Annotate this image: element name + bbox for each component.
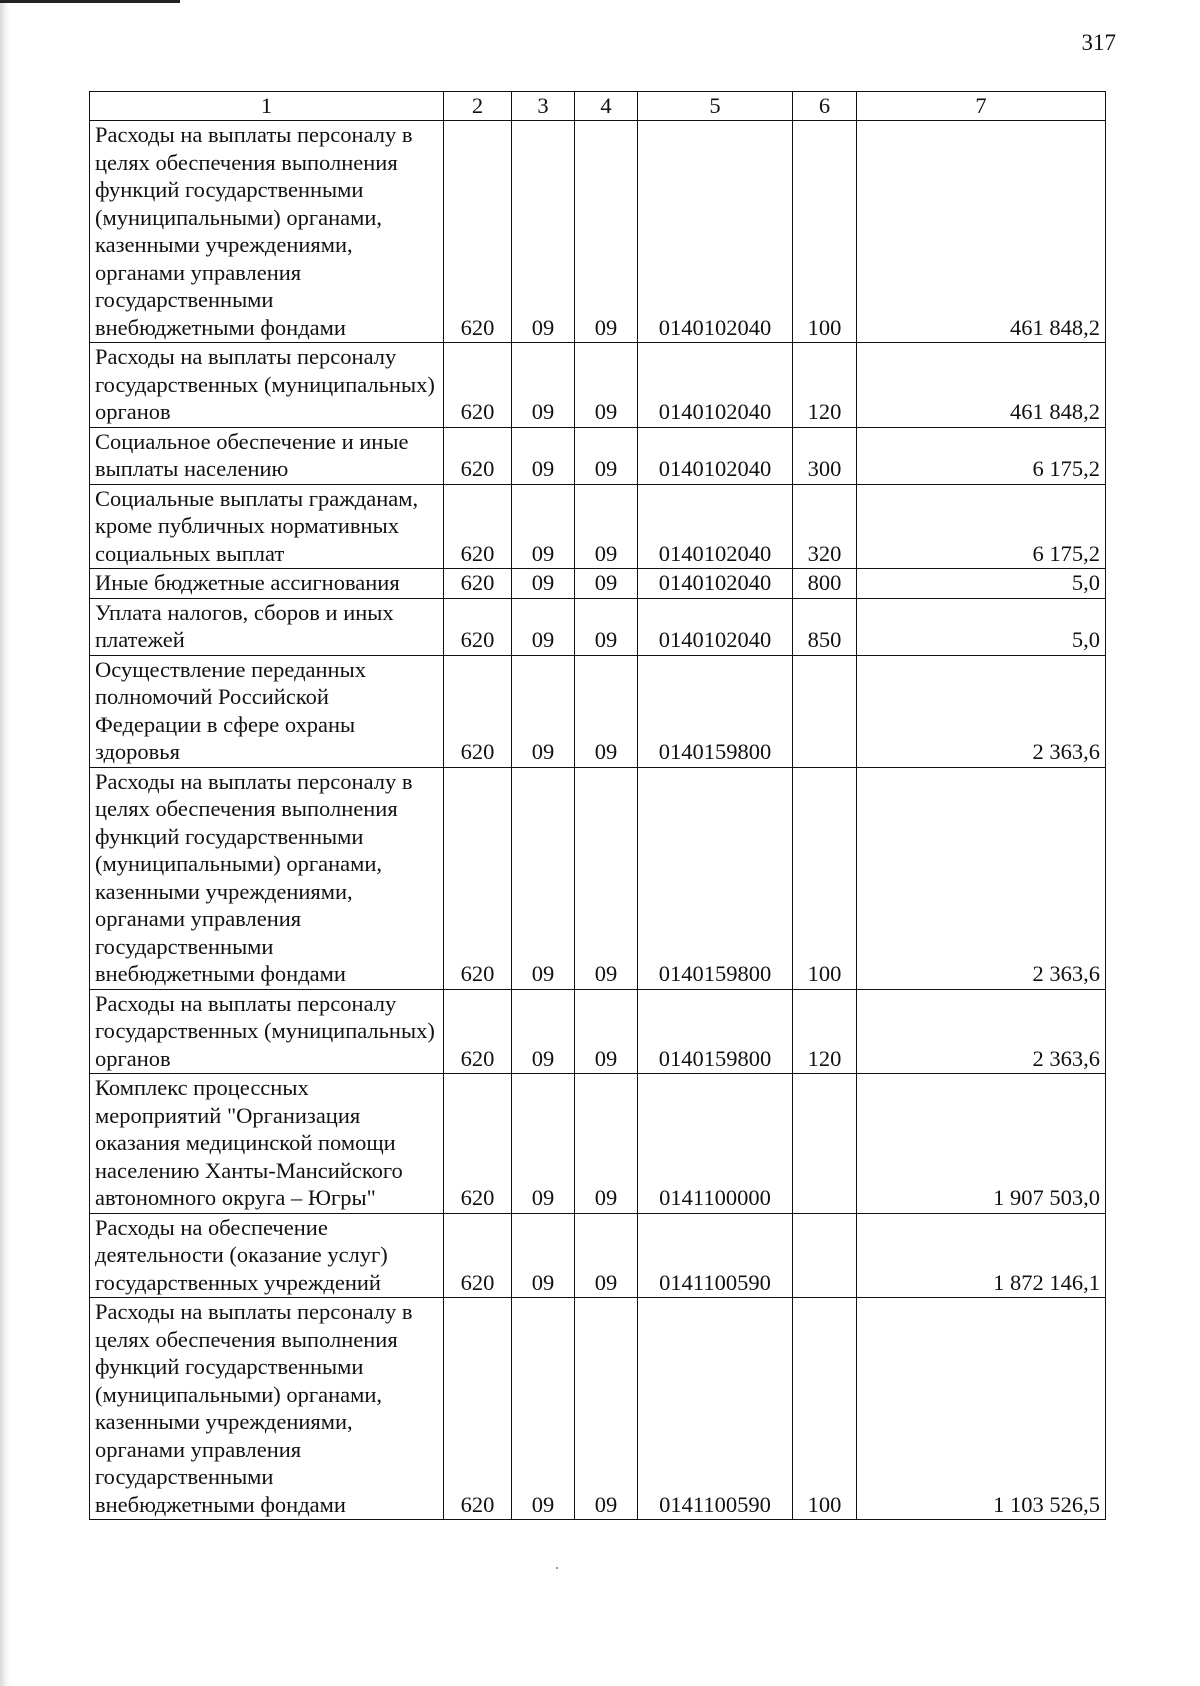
row-expense-type-code: 100 (793, 767, 857, 989)
page-number: 317 (1081, 30, 1116, 55)
row-subsection2-code: 09 (575, 1213, 638, 1298)
header-cell-6: 6 (793, 92, 857, 121)
row-target-article-code: 0141100590 (638, 1298, 793, 1520)
row-description-text: Расходы на выплаты персоналу в целях обеспечения выполнения функций государственными (муниципальными) органами, казенными учреждениями, органами управления государственными внебюджетными фондами (95, 122, 413, 340)
row-target-article-code: 0140102040 (638, 427, 793, 484)
row-amount: 1 907 503,0 (857, 1074, 1106, 1214)
row-description (90, 598, 444, 655)
row-subsection-code: 09 (512, 655, 575, 767)
row-description (90, 767, 444, 989)
row-subsection-code: 09 (512, 569, 575, 599)
table-row (90, 121, 1106, 343)
row-description-text: Расходы на обеспечение деятельности (оказание услуг) государственных учреждений (95, 1214, 388, 1295)
table-row (90, 655, 1106, 767)
row-description-text: Расходы на выплаты персоналу государственных (муниципальных) органов (95, 344, 435, 424)
row-section-code: 620 (444, 598, 512, 655)
row-description (90, 1074, 444, 1214)
row-description-text: Расходы на выплаты персоналу государственных (муниципальных) органов (95, 990, 435, 1071)
table-row (90, 1213, 1106, 1298)
row-expense-type-code: 100 (793, 121, 857, 343)
row-section-code: 620 (444, 569, 512, 599)
row-target-article-code: 0141100000 (638, 1074, 793, 1214)
row-amount: 6 175,2 (857, 484, 1106, 569)
row-section-code: 620 (444, 989, 512, 1074)
row-section-code: 620 (444, 1213, 512, 1298)
row-description-text: Комплекс процессных мероприятий "Организация оказания медицинской помощи населению Ханты-Мансийского автономного округа – Югры" (95, 1075, 403, 1210)
row-target-article-code: 0140102040 (638, 569, 793, 599)
row-expense-type-code: 100 (793, 1298, 857, 1520)
row-subsection-code: 09 (512, 598, 575, 655)
row-section-code: 620 (444, 121, 512, 343)
table-row (90, 598, 1106, 655)
row-description-text: Иные бюджетные ассигнования (95, 570, 400, 595)
row-description (90, 569, 444, 599)
row-section-code: 620 (444, 484, 512, 569)
row-subsection2-code: 09 (575, 655, 638, 767)
header-cell-2: 2 (444, 92, 512, 121)
row-subsection2-code: 09 (575, 1074, 638, 1214)
row-subsection2-code: 09 (575, 343, 638, 428)
row-description-text: Уплата налогов, сборов и иных платежей (95, 599, 394, 652)
row-section-code: 620 (444, 427, 512, 484)
scan-speck (556, 1567, 558, 1569)
row-amount: 1 103 526,5 (857, 1298, 1106, 1520)
table-row (90, 343, 1106, 428)
row-amount: 461 848,2 (857, 343, 1106, 428)
row-description (90, 343, 444, 428)
row-subsection2-code: 09 (575, 1298, 638, 1520)
header-cell-5: 5 (638, 92, 793, 121)
row-description-text: Осуществление переданных полномочий Российской Федерации в сфере охраны здоровья (95, 656, 366, 764)
row-expense-type-code: 120 (793, 343, 857, 428)
row-amount: 2 363,6 (857, 989, 1106, 1074)
row-section-code: 620 (444, 767, 512, 989)
row-section-code: 620 (444, 1074, 512, 1214)
row-subsection2-code: 09 (575, 484, 638, 569)
row-amount: 461 848,2 (857, 121, 1106, 343)
row-target-article-code: 0140159800 (638, 767, 793, 989)
table-row (90, 1298, 1106, 1520)
row-target-article-code: 0140102040 (638, 121, 793, 343)
header-cell-1: 1 (90, 92, 444, 121)
row-subsection-code: 09 (512, 989, 575, 1074)
row-amount: 6 175,2 (857, 427, 1106, 484)
row-target-article-code: 0140102040 (638, 343, 793, 428)
row-description-text: Расходы на выплаты персоналу в целях обеспечения выполнения функций государственными (муниципальными) органами, казенными учреждениями, органами управления государственными внебюджетными фондами (95, 768, 413, 986)
row-subsection-code: 09 (512, 1298, 575, 1520)
table-row (90, 767, 1106, 989)
budget-table (89, 91, 1106, 1520)
row-subsection2-code: 09 (575, 569, 638, 599)
row-description (90, 655, 444, 767)
row-description (90, 484, 444, 569)
row-amount: 2 363,6 (857, 767, 1106, 989)
row-description (90, 1213, 444, 1298)
row-expense-type-code: 300 (793, 427, 857, 484)
row-subsection2-code: 09 (575, 989, 638, 1074)
row-subsection2-code: 09 (575, 427, 638, 484)
row-subsection-code: 09 (512, 484, 575, 569)
scan-edge-shadow (0, 0, 10, 1686)
table-row (90, 569, 1106, 599)
table-row (90, 484, 1106, 569)
row-expense-type-code (793, 1074, 857, 1214)
row-amount: 1 872 146,1 (857, 1213, 1106, 1298)
row-subsection-code: 09 (512, 343, 575, 428)
row-subsection2-code: 09 (575, 767, 638, 989)
table-row (90, 427, 1106, 484)
row-section-code: 620 (444, 655, 512, 767)
row-subsection-code: 09 (512, 1213, 575, 1298)
row-expense-type-code: 320 (793, 484, 857, 569)
row-target-article-code: 0140102040 (638, 598, 793, 655)
row-description (90, 427, 444, 484)
row-expense-type-code: 120 (793, 989, 857, 1074)
row-target-article-code: 0140102040 (638, 484, 793, 569)
row-subsection2-code: 09 (575, 121, 638, 343)
header-cell-4: 4 (575, 92, 638, 121)
row-description-text: Расходы на выплаты персоналу в целях обеспечения выполнения функций государственными (муниципальными) органами, казенными учреждениями, органами управления государственными внебюджетными фондами (95, 1299, 413, 1517)
row-amount: 5,0 (857, 569, 1106, 599)
row-section-code: 620 (444, 1298, 512, 1520)
row-target-article-code: 0141100590 (638, 1213, 793, 1298)
table-row (90, 989, 1106, 1074)
row-description-text: Социальное обеспечение и иные выплаты населению (95, 428, 409, 481)
top-edge-mark (0, 0, 180, 3)
row-description (90, 1298, 444, 1520)
table-row (90, 1074, 1106, 1214)
row-subsection-code: 09 (512, 121, 575, 343)
row-expense-type-code: 850 (793, 598, 857, 655)
row-description-text: Социальные выплаты гражданам, кроме публичных нормативных социальных выплат (95, 485, 419, 566)
row-subsection-code: 09 (512, 1074, 575, 1214)
row-expense-type-code: 800 (793, 569, 857, 599)
row-expense-type-code (793, 655, 857, 767)
row-description (90, 121, 444, 343)
row-amount: 5,0 (857, 598, 1106, 655)
row-target-article-code: 0140159800 (638, 655, 793, 767)
row-amount: 2 363,6 (857, 655, 1106, 767)
row-subsection-code: 09 (512, 767, 575, 989)
table-header-row (90, 92, 1106, 121)
header-cell-7: 7 (857, 92, 1106, 121)
row-description (90, 989, 444, 1074)
row-expense-type-code (793, 1213, 857, 1298)
header-cell-3: 3 (512, 92, 575, 121)
row-target-article-code: 0140159800 (638, 989, 793, 1074)
row-section-code: 620 (444, 343, 512, 428)
row-subsection2-code: 09 (575, 598, 638, 655)
row-subsection-code: 09 (512, 427, 575, 484)
